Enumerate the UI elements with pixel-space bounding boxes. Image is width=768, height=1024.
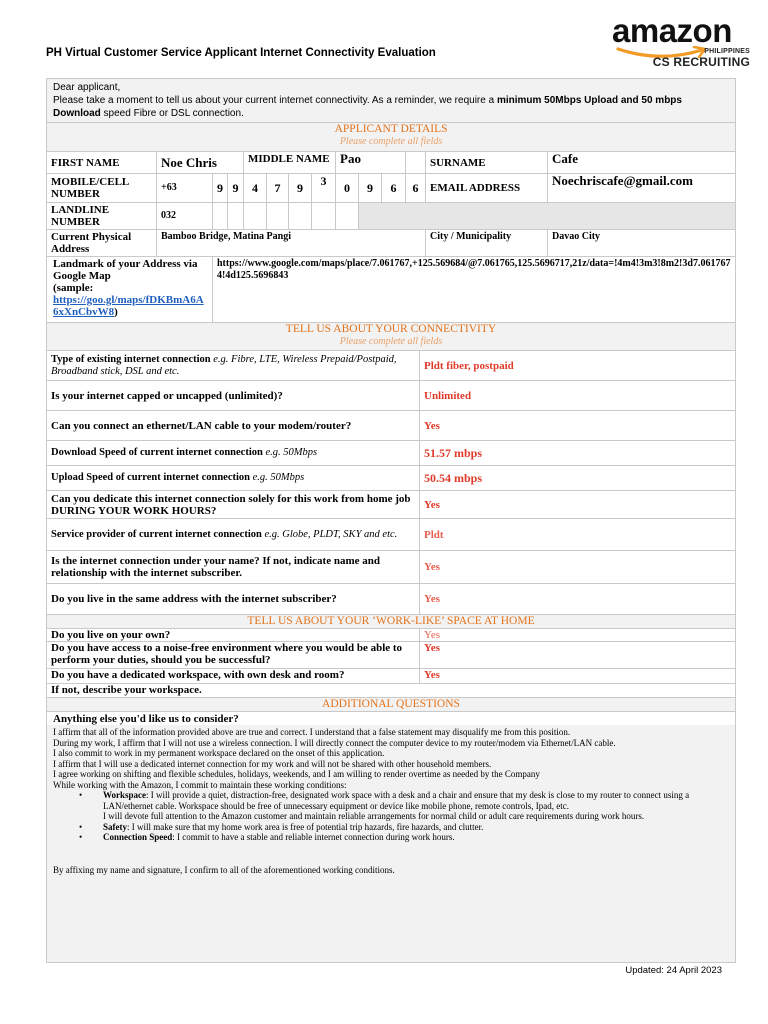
landline-filler (359, 203, 736, 230)
workspace-section-header (47, 615, 736, 629)
intro-line-rest: speed Fibre or DSL connection. (100, 108, 244, 119)
condition-bullet: • Workspace: I will provide a quiet, distraction-free, designated work space with a desk and a chair and ensure that my desk is close to my router to connect using a LAN/ethernet cable. Workspace should be free of unnecessary equipment or device like mobile phone, remote controls, Ipad, etc. I will devote full attention to the Amazon customer and maintain reliable arrangements for normal child or adult care requirements during work hours. (53, 790, 729, 822)
landline-digit (267, 203, 289, 230)
intro-requirement: minimum 50Mbps Upload and 50 mbps (496, 95, 682, 106)
address-label: Current Physical Address (47, 230, 157, 257)
surname-label: SURNAME (426, 152, 548, 174)
landline-digit (244, 203, 267, 230)
connectivity-table (46, 322, 736, 615)
provider-answer: Pldt (420, 519, 736, 551)
download-speed-question: Download Speed of current internet connection e.g. 50Mbps (47, 441, 420, 466)
intro-block (47, 79, 736, 123)
logo-division: CS RECRUITING (652, 55, 750, 69)
middle-name-value: Pao (336, 152, 406, 174)
applicant-section-header (47, 123, 736, 152)
bullet-extra: I will devote full attention to the Amazon customer and maintain reliable arrangements for normal child or adult care requirements during work hours. (103, 811, 645, 821)
mobile-prefix: +63 (157, 174, 213, 203)
landline-prefix: 032 (157, 203, 213, 230)
intro-greeting: Dear applicant, (53, 82, 121, 93)
applicant-table (46, 78, 736, 327)
noise-free-answer: Yes (420, 642, 736, 669)
ethernet-question: Can you connect an ethernet/LAN cable to your modem/router? (47, 411, 420, 441)
dedicated-workspace-answer: Yes (420, 669, 736, 684)
middle-name-spacer (406, 152, 426, 174)
city-label: City / Municipality (426, 230, 548, 257)
bullet-icon: • (79, 832, 83, 842)
affirmation-line: I agree working on shifting and flexible schedules, holidays, weekends, and I am willing to render overtime as needed by the Company (53, 769, 540, 779)
affirmation-line: I also commit to work in my permanent workspace declared on the onset of this application. (53, 748, 385, 758)
email-label: EMAIL ADDRESS (426, 174, 548, 203)
workspace-table (46, 614, 736, 698)
document-title: PH Virtual Customer Service Applicant Internet Connectivity Evaluation (46, 47, 436, 59)
landline-digit (336, 203, 359, 230)
dedicate-answer: Yes (420, 491, 736, 519)
capped-question: Is your internet capped or uncapped (unlimited)? (47, 381, 420, 411)
affirmation-block (47, 725, 736, 962)
same-address-answer: Yes (420, 584, 736, 615)
condition-bullet: • Connection Speed: I commit to have a stable and reliable internet connection during work hours. (79, 832, 455, 842)
intro-line: Please take a moment to tell us about your current internet connectivity. As a reminder, we require a (53, 95, 497, 106)
applicant-section-subtitle: Please complete all fields (339, 136, 443, 147)
connectivity-section-header (47, 323, 736, 351)
connectivity-section-title: TELL US ABOUT YOUR CONNECTIVITY (285, 323, 497, 335)
mobile-digit: 3 (312, 174, 336, 203)
updated-date: Updated: 24 April 2023 (625, 965, 722, 976)
mobile-digit: 9 (213, 174, 228, 203)
landline-digit (289, 203, 312, 230)
mobile-digit: 9 (228, 174, 244, 203)
email-value: Noechriscafe@gmail.com (548, 174, 736, 203)
mobile-digit: 7 (267, 174, 289, 203)
dedicate-question: Can you dedicate this internet connection solely for this work from home job DURING YOUR WORK HOURS? (47, 491, 420, 519)
upload-speed-answer: 50.54 mbps (420, 466, 736, 491)
download-speed-answer: 51.57 mbps (420, 441, 736, 466)
landline-label: LANDLINE NUMBER (47, 203, 157, 230)
workspace-section-title: TELL US ABOUT YOUR ‘WORK-LIKE’ SPACE AT HOME (247, 615, 535, 627)
mobile-label: MOBILE/CELL NUMBER (47, 174, 157, 203)
additional-section-title: ADDITIONAL QUESTIONS (322, 698, 460, 710)
landline-digit (228, 203, 244, 230)
mobile-digit: 6 (406, 174, 426, 203)
intro-requirement-download: Download (53, 108, 101, 119)
logo-country: PHILIPPINES (704, 48, 750, 55)
city-value: Davao City (548, 230, 736, 257)
ethernet-answer: Yes (420, 411, 736, 441)
dedicated-workspace-question: Do you have a dedicated workspace, with own desk and room? (47, 669, 420, 684)
subscriber-answer: Yes (420, 551, 736, 584)
amazon-logo (612, 12, 752, 70)
landline-digit (312, 203, 336, 230)
connection-type-answer: Pldt fiber, postpaid (420, 351, 736, 381)
mobile-digit: 0 (336, 174, 359, 203)
additional-table (46, 697, 736, 963)
first-name-label: FIRST NAME (47, 152, 157, 174)
sample-map-link[interactable]: https://goo.gl/maps/fDKBmA6A6xXnCbvW8 (53, 294, 204, 318)
closing-statement: By affixing my name and signature, I confirm to all of the aforementioned working conditions. (53, 864, 395, 875)
condition-bullet: • Safety: I will make sure that my home work area is free of potential trip hazards, fire hazards, and clutter. (79, 821, 484, 832)
mobile-digit: 9 (359, 174, 382, 203)
landmark-label: Landmark of your Address via Google Map (53, 258, 198, 282)
mobile-digit: 6 (382, 174, 406, 203)
affirmation-line: I affirm that all of the information provided above are true and correct. I understand that a false statement may disqualify me from this position. (53, 727, 571, 737)
additional-question: Anything else you'd like us to consider? (47, 712, 736, 726)
additional-section-header (47, 698, 736, 712)
noise-free-question: Do you have access to a noise-free environment where you would be able to perform your duties, should you be successful? (47, 642, 420, 669)
landmark-sample-label: (sample: (53, 282, 94, 294)
provider-question: Service provider of current internet connection e.g. Globe, PLDT, SKY and etc. (47, 519, 420, 551)
affirmation-line: I affirm that I will use a dedicated internet connection for my work and will not be shared with other household members. (53, 758, 492, 769)
connection-type-question: Type of existing internet connection e.g. Fibre, LTE, Wireless Prepaid/Postpaid, Broadband stick, DSL and etc. (47, 351, 420, 381)
affirmation-line: While working with the Amazon, I commit to maintain these working conditions: (53, 779, 347, 790)
landmark-label-cell (47, 257, 213, 327)
capped-answer: Unlimited (420, 381, 736, 411)
applicant-section-title: APPLICANT DETAILS (334, 123, 448, 135)
same-address-question: Do you live in the same address with the internet subscriber? (47, 584, 420, 615)
landmark-sample-close: ) (114, 306, 118, 318)
mobile-digit: 4 (244, 174, 267, 203)
first-name-value: Noe Chris (157, 152, 244, 174)
live-alone-answer: Yes (420, 629, 736, 642)
connectivity-section-subtitle: Please complete all fields (339, 336, 443, 347)
describe-workspace-label: If not, describe your workspace. (47, 684, 736, 698)
upload-speed-question: Upload Speed of current internet connection e.g. 50Mbps (47, 466, 420, 491)
landmark-value: https://www.google.com/maps/place/7.061767,+125.569684/@7.061765,125.5696717,21z/data=!4m4!3m3!8m2!3d7.0617674!4d125.5696843 (213, 257, 736, 327)
landline-digit (213, 203, 228, 230)
subscriber-question: Is the internet connection under your name? If not, indicate name and relationship with the internet subscriber. (47, 551, 420, 584)
affirmation-line: During my work, I affirm that I will not use a wireless connection. I will directly connect the computer device to my router/modem via Ethernet/LAN cable. (53, 737, 616, 748)
address-value: Bamboo Bridge, Matina Pangi (157, 230, 426, 257)
live-alone-question: Do you live on your own? (47, 629, 420, 642)
surname-value: Cafe (548, 152, 736, 174)
logo-wordmark: amazon (612, 12, 732, 49)
bullet-icon: • (79, 790, 83, 800)
bullet-icon: • (79, 821, 83, 832)
middle-name-label: MIDDLE NAME (244, 152, 336, 174)
mobile-digit: 9 (289, 174, 312, 203)
